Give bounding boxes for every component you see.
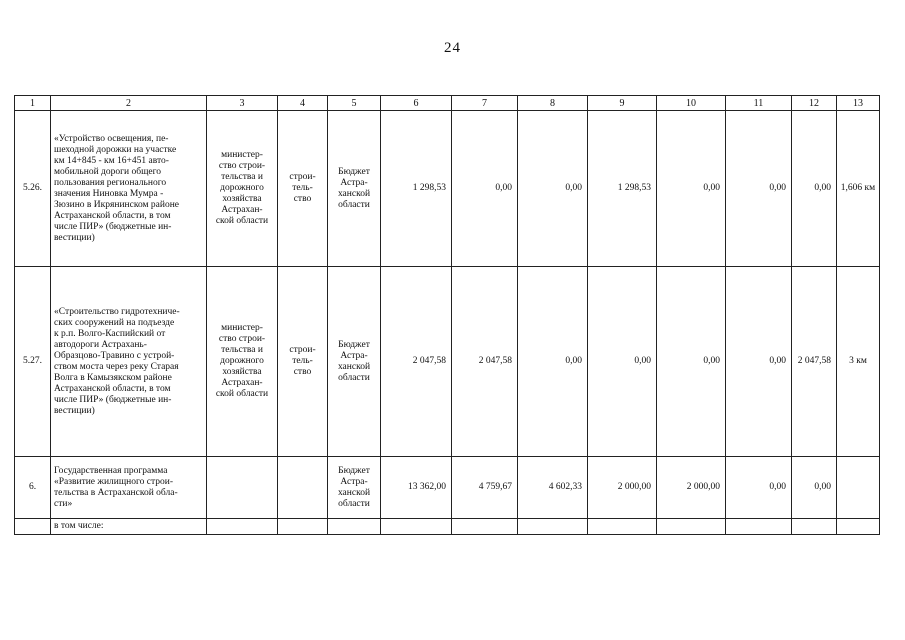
value-col7: 0,00 [452,111,518,267]
empty-cell [726,519,792,535]
value-col11: 0,00 [726,111,792,267]
value-col11: 0,00 [726,267,792,457]
column-number-row [15,96,880,111]
work-type: строи- тель- ство [278,267,328,457]
column-header: 8 [518,96,588,111]
column-header: 1 [15,96,51,111]
executor [207,457,278,519]
column-header: 4 [278,96,328,111]
work-type: строи- тель- ство [278,111,328,267]
value-col13: 1,606 км [837,111,880,267]
work-type [278,457,328,519]
funding-source: Бюджет Астра- ханской области [328,457,381,519]
row-number: 5.27. [15,267,51,457]
column-header: 2 [51,96,207,111]
value-col10: 2 000,00 [657,457,726,519]
column-header: 3 [207,96,278,111]
value-col8: 0,00 [518,267,588,457]
value-col9: 1 298,53 [588,111,657,267]
executor: министер- ство строи- тельства и дорожного хозяйства Астрахан- ской области [207,267,278,457]
subtotal-row [15,519,880,535]
column-header: 11 [726,96,792,111]
table-row [15,267,880,457]
value-col6: 13 362,00 [381,457,452,519]
value-col7: 2 047,58 [452,267,518,457]
table-row [15,111,880,267]
investment-table [14,95,880,535]
value-col7: 4 759,67 [452,457,518,519]
empty-cell [452,519,518,535]
value-col10: 0,00 [657,267,726,457]
value-col12: 2 047,58 [792,267,837,457]
table-row [15,457,880,519]
column-header: 6 [381,96,452,111]
subtotal-label: в том числе: [51,519,207,535]
empty-cell [328,519,381,535]
project-description: «Устройство освещения, пе- шеходной дорожки на участке км 14+845 - км 16+451 авто- мобильной дороги общего пользования регионального значения Ниновка Мумра - Зюзино в Икрянинском районе Астраханской области, в том числе ПИР» (бюджетные ин- вестиции) [51,111,207,267]
project-description: «Строительство гидротехниче- ских сооружений на подъезде к р.п. Волго-Каспийский от автодороги Астрахань- Образцово-Травино с устрой- ством моста через реку Старая Волга в Камызякском районе Астраханской области, в том числе ПИР» (бюджетные ин- вестиции) [51,267,207,457]
value-col6: 1 298,53 [381,111,452,267]
column-header: 9 [588,96,657,111]
value-col8: 0,00 [518,111,588,267]
empty-cell [588,519,657,535]
column-header: 10 [657,96,726,111]
column-header: 5 [328,96,381,111]
value-col12: 0,00 [792,111,837,267]
column-header: 12 [792,96,837,111]
empty-cell [381,519,452,535]
value-col13: 3 км [837,267,880,457]
row-number: 6. [15,457,51,519]
value-col12: 0,00 [792,457,837,519]
funding-source: Бюджет Астра- ханской области [328,267,381,457]
column-header: 7 [452,96,518,111]
funding-source: Бюджет Астра- ханской области [328,111,381,267]
empty-cell [207,519,278,535]
value-col9: 0,00 [588,267,657,457]
empty-cell [837,519,880,535]
value-col9: 2 000,00 [588,457,657,519]
empty-cell [518,519,588,535]
executor: министер- ство строи- тельства и дорожного хозяйства Астрахан- ской области [207,111,278,267]
row-number [15,519,51,535]
row-number: 5.26. [15,111,51,267]
value-col10: 0,00 [657,111,726,267]
value-col13 [837,457,880,519]
empty-cell [278,519,328,535]
column-header: 13 [837,96,880,111]
empty-cell [657,519,726,535]
value-col11: 0,00 [726,457,792,519]
empty-cell [792,519,837,535]
program-description: Государственная программа «Развитие жилищного строи- тельства в Астраханской обла- сти» [51,457,207,519]
value-col8: 4 602,33 [518,457,588,519]
value-col6: 2 047,58 [381,267,452,457]
page-number: 24 [444,40,461,56]
